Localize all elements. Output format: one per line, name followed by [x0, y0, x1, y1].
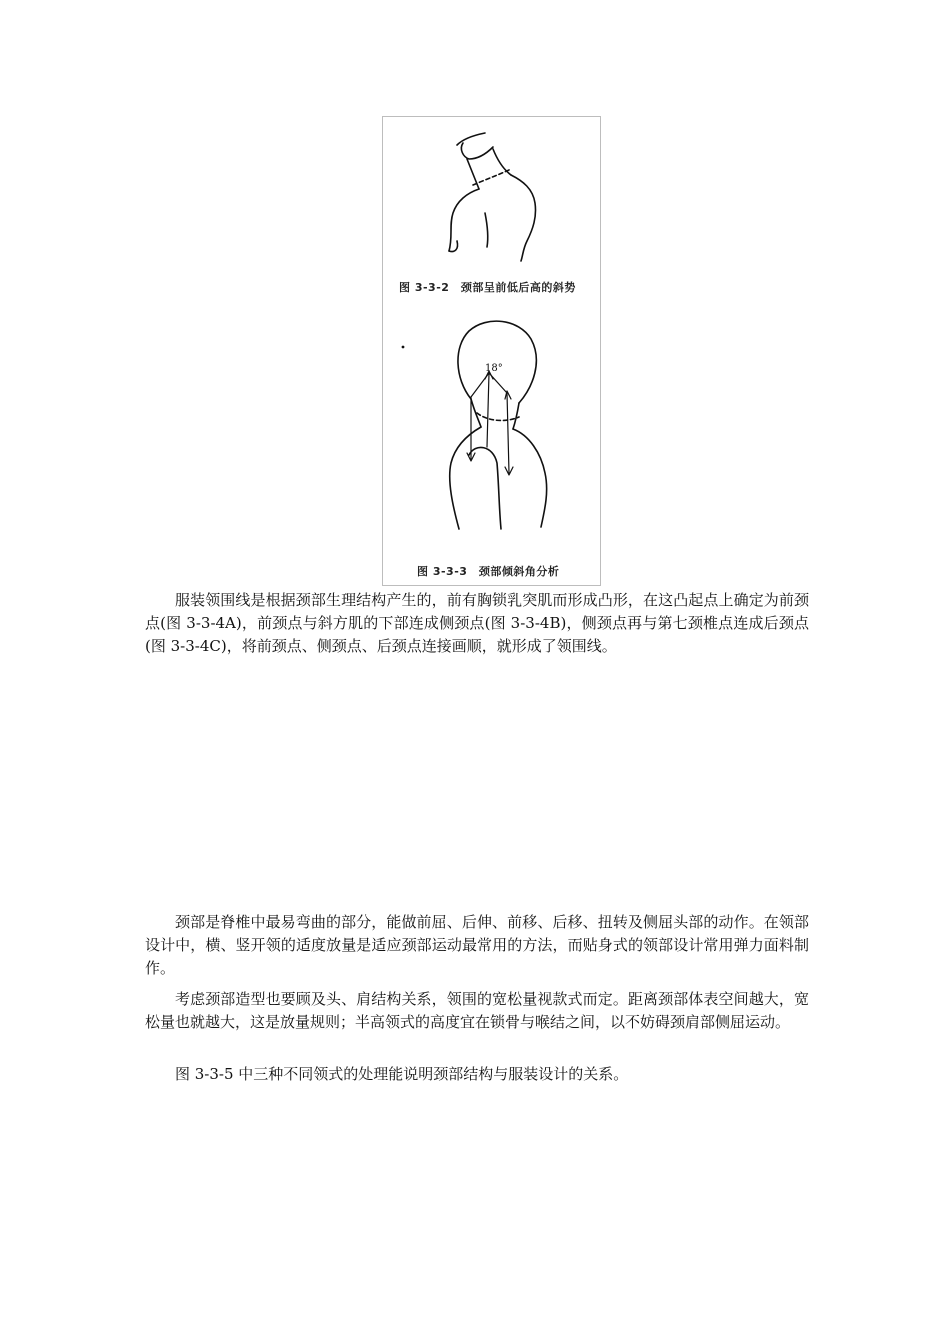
figure-caption-3-3-3: 图 3-3-3 颈部倾斜角分析: [417, 565, 560, 578]
neckline-dash-2: [477, 413, 519, 420]
figure-caption-3-3-2: 图 3-3-2 颈部呈前低后高的斜势: [399, 281, 576, 294]
neck-slant-drawing: [449, 133, 536, 261]
paragraph-figure-reference: 图 3-3-5 中三种不同领式的处理能说明颈部结构与服装设计的关系。: [175, 1065, 629, 1083]
neck-illustrations: [383, 117, 602, 587]
paragraph-neckline: 服装领围线是根据颈部生理结构产生的，前有胸锁乳突肌而形成凸形，在这凸起点上确定为前颈点(图 3-3-4A)，前颈点与斜方肌的下部连成侧颈点(图 3-3-4B)，侧颈点再与第七颈椎点连成后颈点 (图 3-3-4C)，将前颈点、侧颈点、后颈点连接画顺，就形成了领围线。: [145, 591, 809, 655]
paragraph-collar-ease: 考虑颈部造型也要顾及头、肩结构关系，领围的宽松量视款式而定。距离颈部体表空间越大，宽松量也就越大，这是放量规则；半高领式的高度宜在锁骨与喉结之间，以不妨碍颈肩部侧屈运动。: [145, 990, 809, 1031]
angle-arrows: [467, 371, 513, 475]
neck-tilt-drawing: [450, 321, 547, 529]
neckline-dash-1: [473, 169, 511, 185]
paragraph-neck-movement: 颈部是脊椎中最易弯曲的部分，能做前屈、后伸、前移、后移、扭转及侧屈头部的动作。在领部设计中，横、竖开领的适度放量是适应颈部运动最常用的方法，而贴身式的领部设计常用弹力面料制作。: [145, 913, 809, 977]
stray-dot: [402, 346, 405, 349]
angle-label: 18°: [485, 363, 503, 374]
figure-panel: [382, 116, 601, 586]
